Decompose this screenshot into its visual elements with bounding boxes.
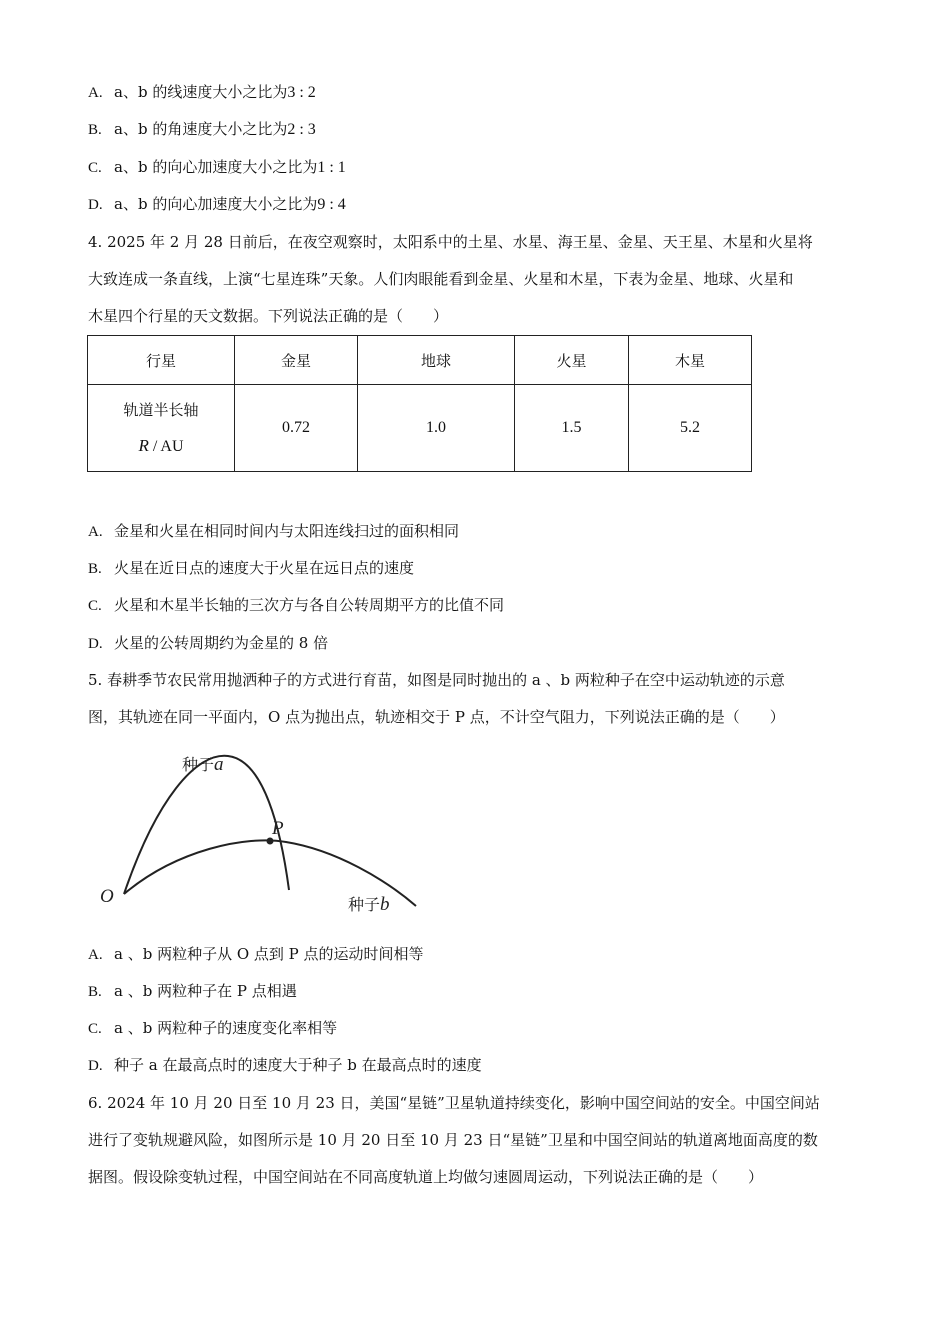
table-header-cell: 行星 <box>88 336 235 385</box>
table-header-cell: 地球 <box>358 336 515 385</box>
q5-option-b: B. a 、b 两粒种子在 P 点相遇 <box>88 982 297 1000</box>
q3-option-a-ratio: 3 : 2 <box>287 84 316 101</box>
table-row <box>88 385 752 472</box>
table-header-cell: 金星 <box>235 336 358 385</box>
q3-option-b-ratio: 2 : 3 <box>287 121 316 138</box>
q4-option-b-text: 火星在近日点的速度大于火星在远日点的速度 <box>114 559 415 577</box>
label-seed-a: 种子a <box>182 754 224 775</box>
q3-option-d-text: a、b 的向心加速度大小之比为 <box>114 195 318 213</box>
label-point-p: P <box>272 818 284 839</box>
table-cell: 0.72 <box>235 385 358 472</box>
table-cell: 1.0 <box>358 385 515 472</box>
q5-option-c: C. a 、b 两粒种子的速度变化率相等 <box>88 1019 338 1037</box>
q4-stem-line-3: 木星四个行星的天文数据。下列说法正确的是（ ） <box>88 307 449 325</box>
planet-data-table <box>87 335 752 472</box>
q5-option-d: D. 种子 a 在最高点时的速度大于种子 b 在最高点时的速度 <box>88 1056 482 1074</box>
table-cell: 5.2 <box>629 385 752 472</box>
q4-option-d-text: 火星的公转周期约为金星的 8 倍 <box>114 634 329 652</box>
q5-option-a: A. a 、b 两粒种子从 O 点到 P 点的运动时间相等 <box>88 945 424 963</box>
q3-option-d-ratio: 9 : 4 <box>317 196 346 213</box>
q4-option-b: B. 火星在近日点的速度大于火星在远日点的速度 <box>88 559 415 577</box>
q5-option-a-text: a 、b 两粒种子从 O 点到 P 点的运动时间相等 <box>114 945 424 963</box>
q5-option-c-text: a 、b 两粒种子的速度变化率相等 <box>114 1019 338 1037</box>
q5-option-b-text: a 、b 两粒种子在 P 点相遇 <box>114 982 297 1000</box>
row-label-name: 轨道半长轴 <box>123 400 199 419</box>
table-header-row <box>88 336 752 385</box>
q4-stem-line-2: 大致连成一条直线，上演“七星连珠”天象。人们肉眼能看到金星、火星和木星，下表为金星、地球、火星和 <box>88 270 794 288</box>
q4-option-c-text: 火星和木星半长轴的三次方与各自公转周期平方的比值不同 <box>114 596 505 614</box>
q3-option-c-ratio: 1 : 1 <box>317 159 346 176</box>
label-point-o: O <box>100 886 114 907</box>
q3-option-c: C. a、b 的向心加速度大小之比为1 : 1 <box>88 158 346 176</box>
table-cell: 1.5 <box>515 385 629 472</box>
table-header-cell: 木星 <box>629 336 752 385</box>
q3-option-a: A. a、b 的线速度大小之比为3 : 2 <box>88 83 316 101</box>
q6-stem-line-2: 进行了变轨规避风险，如图所示是 10 月 20 日至 10 月 23 日“星链”卫星和中国空间站的轨道离地面高度的数 <box>88 1131 818 1149</box>
q6-stem-line-1: 6. 2024 年 10 月 20 日至 10 月 23 日，美国“星链”卫星轨道持续变化，影响中国空间站的安全。中国空间站 <box>88 1094 820 1112</box>
q6-stem-line-3: 据图。假设除变轨过程，中国空间站在不同高度轨道上均做匀速圆周运动，下列说法正确的是（ ） <box>88 1168 764 1186</box>
table-header-cell: 火星 <box>515 336 629 385</box>
trajectory-a <box>124 756 289 894</box>
table-row-label <box>88 385 235 472</box>
q3-option-b: B. a、b 的角速度大小之比为2 : 3 <box>88 120 316 138</box>
row-label-unit: R / AU <box>138 435 184 455</box>
q3-option-a-text: a、b 的线速度大小之比为 <box>114 83 288 101</box>
q5-stem-line-1: 5. 春耕季节农民常用抛洒种子的方式进行育苗，如图是同时抛出的 a 、b 两粒种子在空中运动轨迹的示意 <box>88 671 785 689</box>
q3-option-b-text: a、b 的角速度大小之比为 <box>114 120 288 138</box>
q3-option-d: D. a、b 的向心加速度大小之比为9 : 4 <box>88 195 346 213</box>
q5-option-d-text: 种子 a 在最高点时的速度大于种子 b 在最高点时的速度 <box>114 1056 482 1074</box>
q3-option-c-text: a、b 的向心加速度大小之比为 <box>114 158 318 176</box>
q4-option-d: D. 火星的公转周期约为金星的 8 倍 <box>88 634 329 652</box>
seed-trajectory-figure <box>96 740 426 920</box>
q4-option-a: A. 金星和火星在相同时间内与太阳连线扫过的面积相同 <box>88 522 460 540</box>
q4-option-c: C. 火星和木星半长轴的三次方与各自公转周期平方的比值不同 <box>88 596 505 614</box>
q4-stem-line-1: 4. 2025 年 2 月 28 日前后，在夜空观察时，太阳系中的土星、水星、海王星、金星、天王星、木星和火星将 <box>88 233 813 251</box>
q5-stem-line-2: 图，其轨迹在同一平面内，O 点为抛出点，轨迹相交于 P 点，不计空气阻力，下列说法正确的是（ ） <box>88 708 785 726</box>
label-seed-b: 种子b <box>348 894 390 915</box>
q4-option-a-text: 金星和火星在相同时间内与太阳连线扫过的面积相同 <box>114 522 460 540</box>
